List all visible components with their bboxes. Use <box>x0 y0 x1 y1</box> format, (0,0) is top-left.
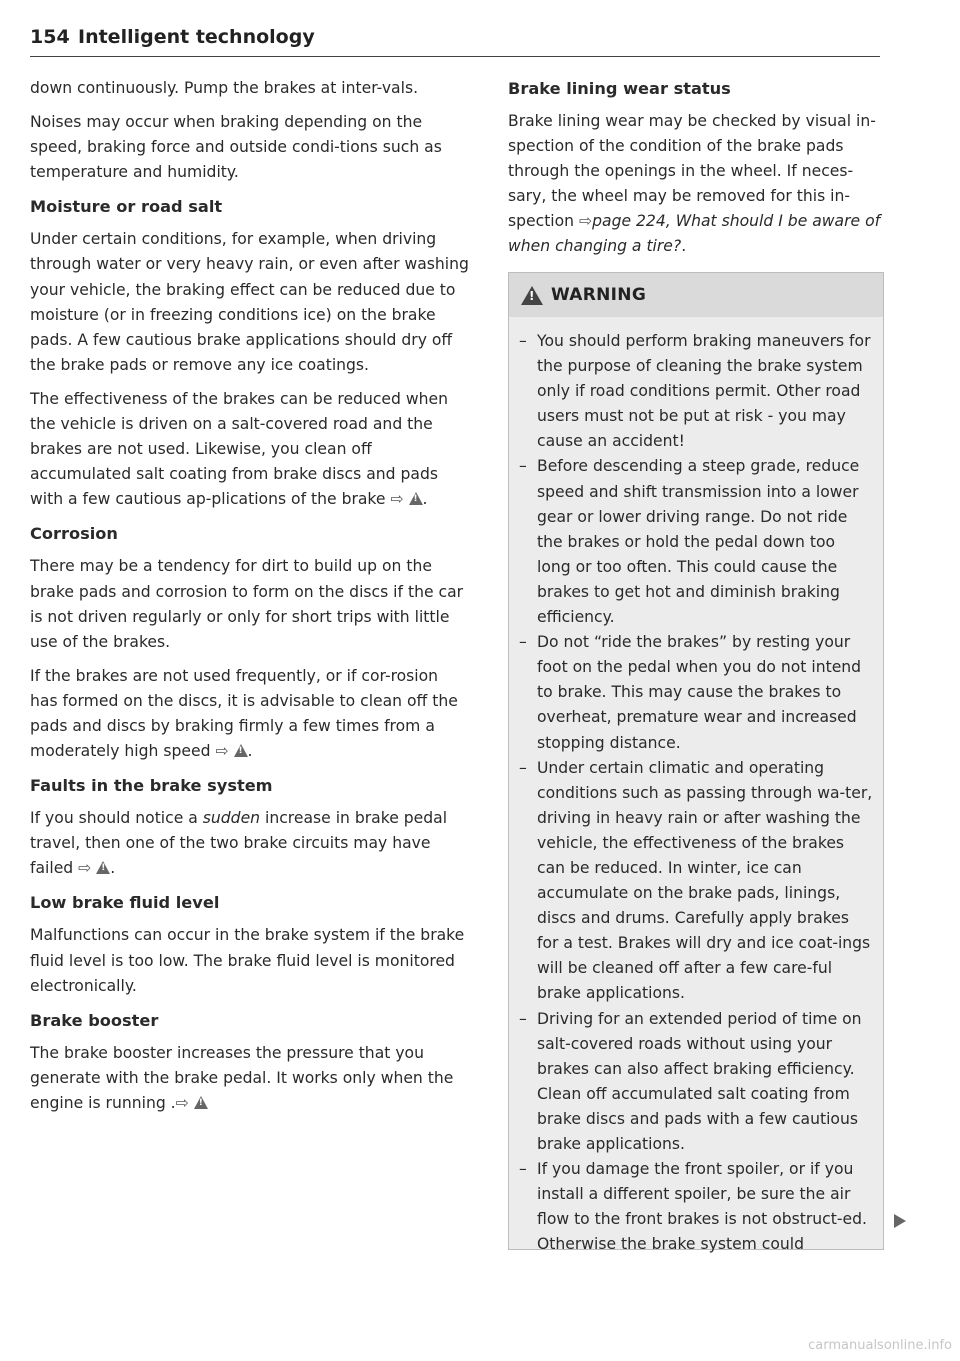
warning-triangle-icon[interactable] <box>194 1096 208 1109</box>
list-item: – You should perform braking maneuvers for the purpose of cleaning the brake system only if road conditions permit. Other road users must not be put at risk - you may cause an accident! <box>519 329 873 454</box>
ref-arrow-icon: ⇨ <box>78 859 92 878</box>
watermark: carmanualsonline.info <box>808 1338 952 1353</box>
paragraph: If the brakes are not used frequently, or if cor-rosion has formed on the discs, it is advisable to clean off the pads and discs by braking firmly a few times from a moderately high speed ⇨ ! . <box>30 664 470 764</box>
paragraph: Noises may occur when braking depending on the speed, braking force and outside condi-tions such as temperature and humidity. <box>30 113 442 182</box>
page-header <box>30 26 880 57</box>
list-item: – If you damage the front spoiler, or if you install a different spoiler, be sure the air flow to the front brakes is not obstruct-ed. Otherwise the brake system could <box>519 1157 873 1257</box>
paragraph: down continuously. Pump the brakes at inter-vals. <box>30 79 419 97</box>
left-column <box>30 76 470 1125</box>
heading-corrosion: Corrosion <box>30 524 118 544</box>
ref-arrow-icon: ⇨ <box>579 212 593 231</box>
heading-low-fluid: Low brake fluid level <box>30 893 220 913</box>
warning-list <box>509 317 883 1257</box>
heading-lining-wear: Brake lining wear status <box>508 79 731 98</box>
paragraph: The effectiveness of the brakes can be reduced when the vehicle is driven on a salt-covered road and the brakes are not used. Likewise, you clean off accumulated salt coating from brake discs and pads with a few cautious ap-plications of the brake ⇨ ! . <box>30 387 470 512</box>
heading-moisture: Moisture or road salt <box>30 197 223 217</box>
heading-faults: Faults in the brake system <box>30 776 273 796</box>
warning-box <box>508 272 884 1254</box>
ref-arrow-icon: ⇨ <box>175 1093 189 1112</box>
ref-arrow-icon: ⇨ <box>215 742 229 761</box>
warning-triangle-icon[interactable] <box>234 744 248 757</box>
paragraph: The brake booster increases the pressure that you generate with the brake pedal. It works only when the engine is running .⇨ ! <box>30 1041 470 1116</box>
list-item: – Driving for an extended period of time on salt-covered roads without using your brakes can also affect braking efficiency. Clean off accumulated salt coating from brake discs and pads with a few cautious brake applications. <box>519 1007 873 1158</box>
ref-arrow-icon: ⇨ <box>390 490 404 509</box>
paragraph: If you should notice a sudden increase in brake pedal travel, then one of the two brake circuits may have failed ⇨ ! . <box>30 806 470 881</box>
cross-reference-link[interactable]: page 224, What should I be aware of when changing a tire? <box>508 212 881 256</box>
warning-triangle-icon[interactable] <box>96 861 110 874</box>
paragraph: Under certain conditions, for example, when driving through water or very heavy rain, or even after washing your vehicle, the braking effect can be reduced due to moisture (or in freezing conditions ice) on the brake pads. A few cautious brake applications should dry off the brake pads or remove any ice coatings. <box>30 230 469 374</box>
paragraph: Brake lining wear may be checked by visual in-spection of the condition of the brake pads through the openings in the wheel. If neces-sary, the wheel may be removed for this in-spection ⇨page 224, What should I be aware of when changing a tire?. <box>508 112 881 256</box>
list-item: – Under certain climatic and operating conditions such as passing through wa-ter, driving in heavy rain or after washing the vehicle, the effectiveness of the brakes can be reduced. In winter, ice can accumulate on the brake pads, linings, discs and drums. Carefully apply brakes for a test. Brakes will dry and ice coat-ings will be cleaned off after a few care-ful brake applications. <box>519 756 873 1007</box>
list-item: – Do not “ride the brakes” by resting your foot on the pedal when you do not intend to brake. This may cause the brakes to overheat, premature wear and increased stopping distance. <box>519 630 873 755</box>
warning-header <box>509 273 883 317</box>
list-item: – Before descending a steep grade, reduce speed and shift transmission into a lower gear or lower driving range. Do not ride the brakes or hold the pedal down too long or too often. This could cause the brakes to get hot and diminish braking efficiency. <box>519 454 873 630</box>
warning-triangle-icon[interactable] <box>409 492 423 505</box>
paragraph: There may be a tendency for dirt to build up on the brake pads and corrosion to form on the discs if the car is not driven regularly or only for short trips with little use of the brakes. <box>30 557 464 651</box>
right-column <box>508 76 882 269</box>
warning-title: WARNING <box>551 285 647 305</box>
warning-triangle-icon <box>521 286 543 305</box>
paragraph: Malfunctions can occur in the brake system if the brake fluid level is too low. The brake fluid level is monitored electronically. <box>30 926 465 995</box>
continue-arrow-icon <box>894 1214 906 1228</box>
section-title: Intelligent technology <box>78 26 315 48</box>
heading-booster: Brake booster <box>30 1010 159 1030</box>
page-number: 154 <box>30 26 70 48</box>
